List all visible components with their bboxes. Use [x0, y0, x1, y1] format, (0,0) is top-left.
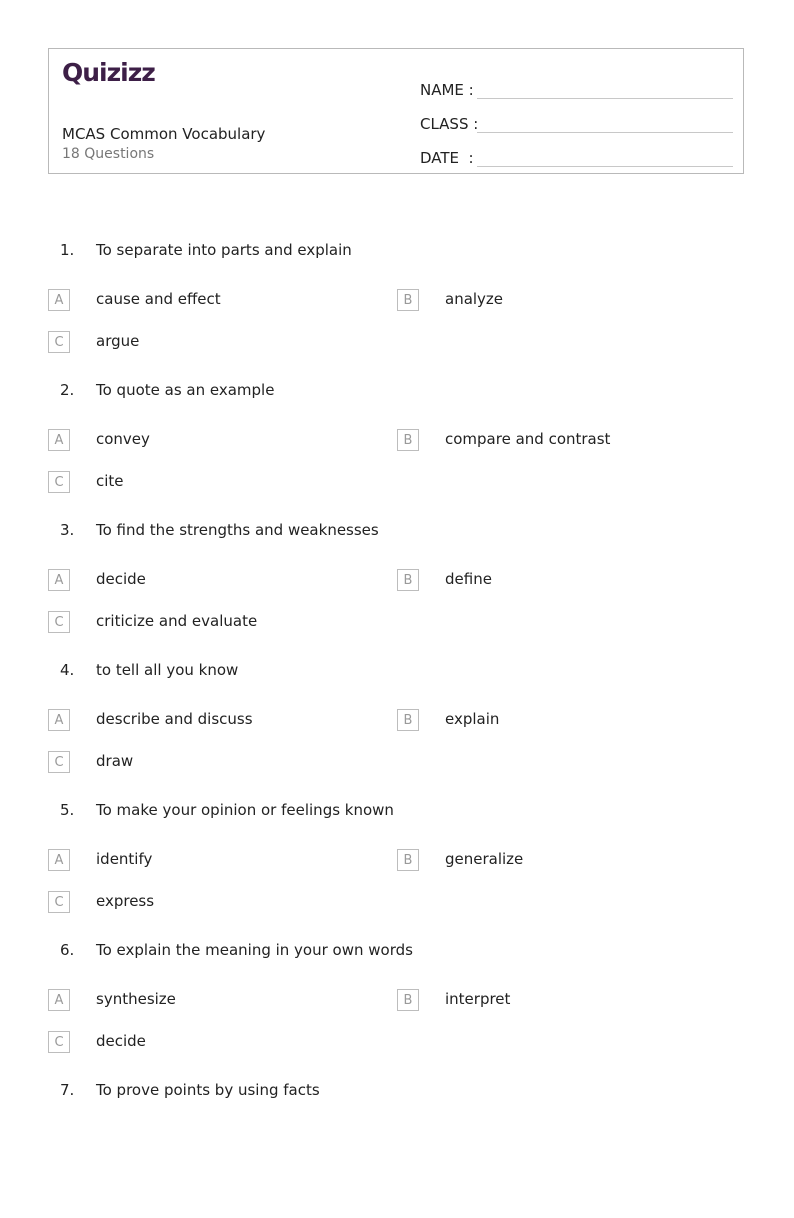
option-letter-box[interactable]: A	[48, 989, 70, 1011]
question-3	[0, 518, 794, 658]
class-line[interactable]	[477, 112, 733, 133]
option-letter-box[interactable]: A	[48, 849, 70, 871]
name-line[interactable]	[477, 78, 733, 99]
option-text: decide	[96, 570, 146, 588]
question-text: To quote as an example	[96, 381, 275, 399]
question-2	[0, 378, 794, 518]
question-number: 5.	[60, 801, 75, 819]
option-letter-box[interactable]: A	[48, 569, 70, 591]
name-field	[420, 67, 733, 101]
student-info-fields	[420, 67, 733, 169]
option-letter-box[interactable]: C	[48, 471, 70, 493]
option-letter-box[interactable]: B	[397, 289, 419, 311]
question-number: 6.	[60, 941, 75, 959]
option-text: analyze	[445, 290, 504, 308]
date-field	[420, 135, 733, 169]
option-letter-box[interactable]: C	[48, 891, 70, 913]
option-letter-box[interactable]: B	[397, 989, 419, 1011]
option-letter-box[interactable]: C	[48, 611, 70, 633]
question-text: To prove points by using facts	[96, 1081, 320, 1099]
option-letter-box[interactable]: B	[397, 569, 419, 591]
date-label: DATE :	[420, 149, 474, 167]
worksheet-title: MCAS Common Vocabulary	[62, 125, 266, 143]
question-4	[0, 658, 794, 798]
option-text: describe and discuss	[96, 710, 253, 728]
question-text: To explain the meaning in your own words	[96, 941, 413, 959]
quizizz-logo: Quizizz	[62, 58, 155, 87]
option-text: compare and contrast	[445, 430, 611, 448]
question-number: 2.	[60, 381, 75, 399]
option-letter-box[interactable]: B	[397, 429, 419, 451]
option-letter-box[interactable]: C	[48, 331, 70, 353]
date-line[interactable]	[477, 146, 733, 167]
question-number: 4.	[60, 661, 75, 679]
option-text: convey	[96, 430, 150, 448]
question-text: To find the strengths and weaknesses	[96, 521, 379, 539]
option-text: express	[96, 892, 155, 910]
question-6	[0, 938, 794, 1078]
question-7	[0, 1078, 794, 1218]
option-text: generalize	[445, 850, 524, 868]
question-5	[0, 798, 794, 938]
question-number: 3.	[60, 521, 75, 539]
class-label: CLASS :	[420, 115, 479, 133]
option-letter-box[interactable]: B	[397, 709, 419, 731]
option-text: cite	[96, 472, 124, 490]
question-list	[0, 238, 794, 1218]
question-text: To make your opinion or feelings known	[96, 801, 394, 819]
question-text: to tell all you know	[96, 661, 239, 679]
option-text: synthesize	[96, 990, 176, 1008]
question-number: 1.	[60, 241, 75, 259]
question-number: 7.	[60, 1081, 75, 1099]
option-letter-box[interactable]: C	[48, 751, 70, 773]
option-letter-box[interactable]: A	[48, 429, 70, 451]
option-letter-box[interactable]: A	[48, 289, 70, 311]
question-1	[0, 238, 794, 378]
option-letter-box[interactable]: B	[397, 849, 419, 871]
option-text: identify	[96, 850, 153, 868]
name-label: NAME :	[420, 81, 474, 99]
option-text: argue	[96, 332, 140, 350]
option-letter-box[interactable]: A	[48, 709, 70, 731]
worksheet-header	[48, 48, 744, 174]
option-text: decide	[96, 1032, 146, 1050]
option-text: interpret	[445, 990, 511, 1008]
option-text: define	[445, 570, 492, 588]
option-text: cause and effect	[96, 290, 221, 308]
class-field	[420, 101, 733, 135]
option-text: draw	[96, 752, 134, 770]
option-text: criticize and evaluate	[96, 612, 258, 630]
question-count: 18 Questions	[62, 146, 155, 162]
option-text: explain	[445, 710, 500, 728]
option-letter-box[interactable]: C	[48, 1031, 70, 1053]
question-text: To separate into parts and explain	[96, 241, 352, 259]
